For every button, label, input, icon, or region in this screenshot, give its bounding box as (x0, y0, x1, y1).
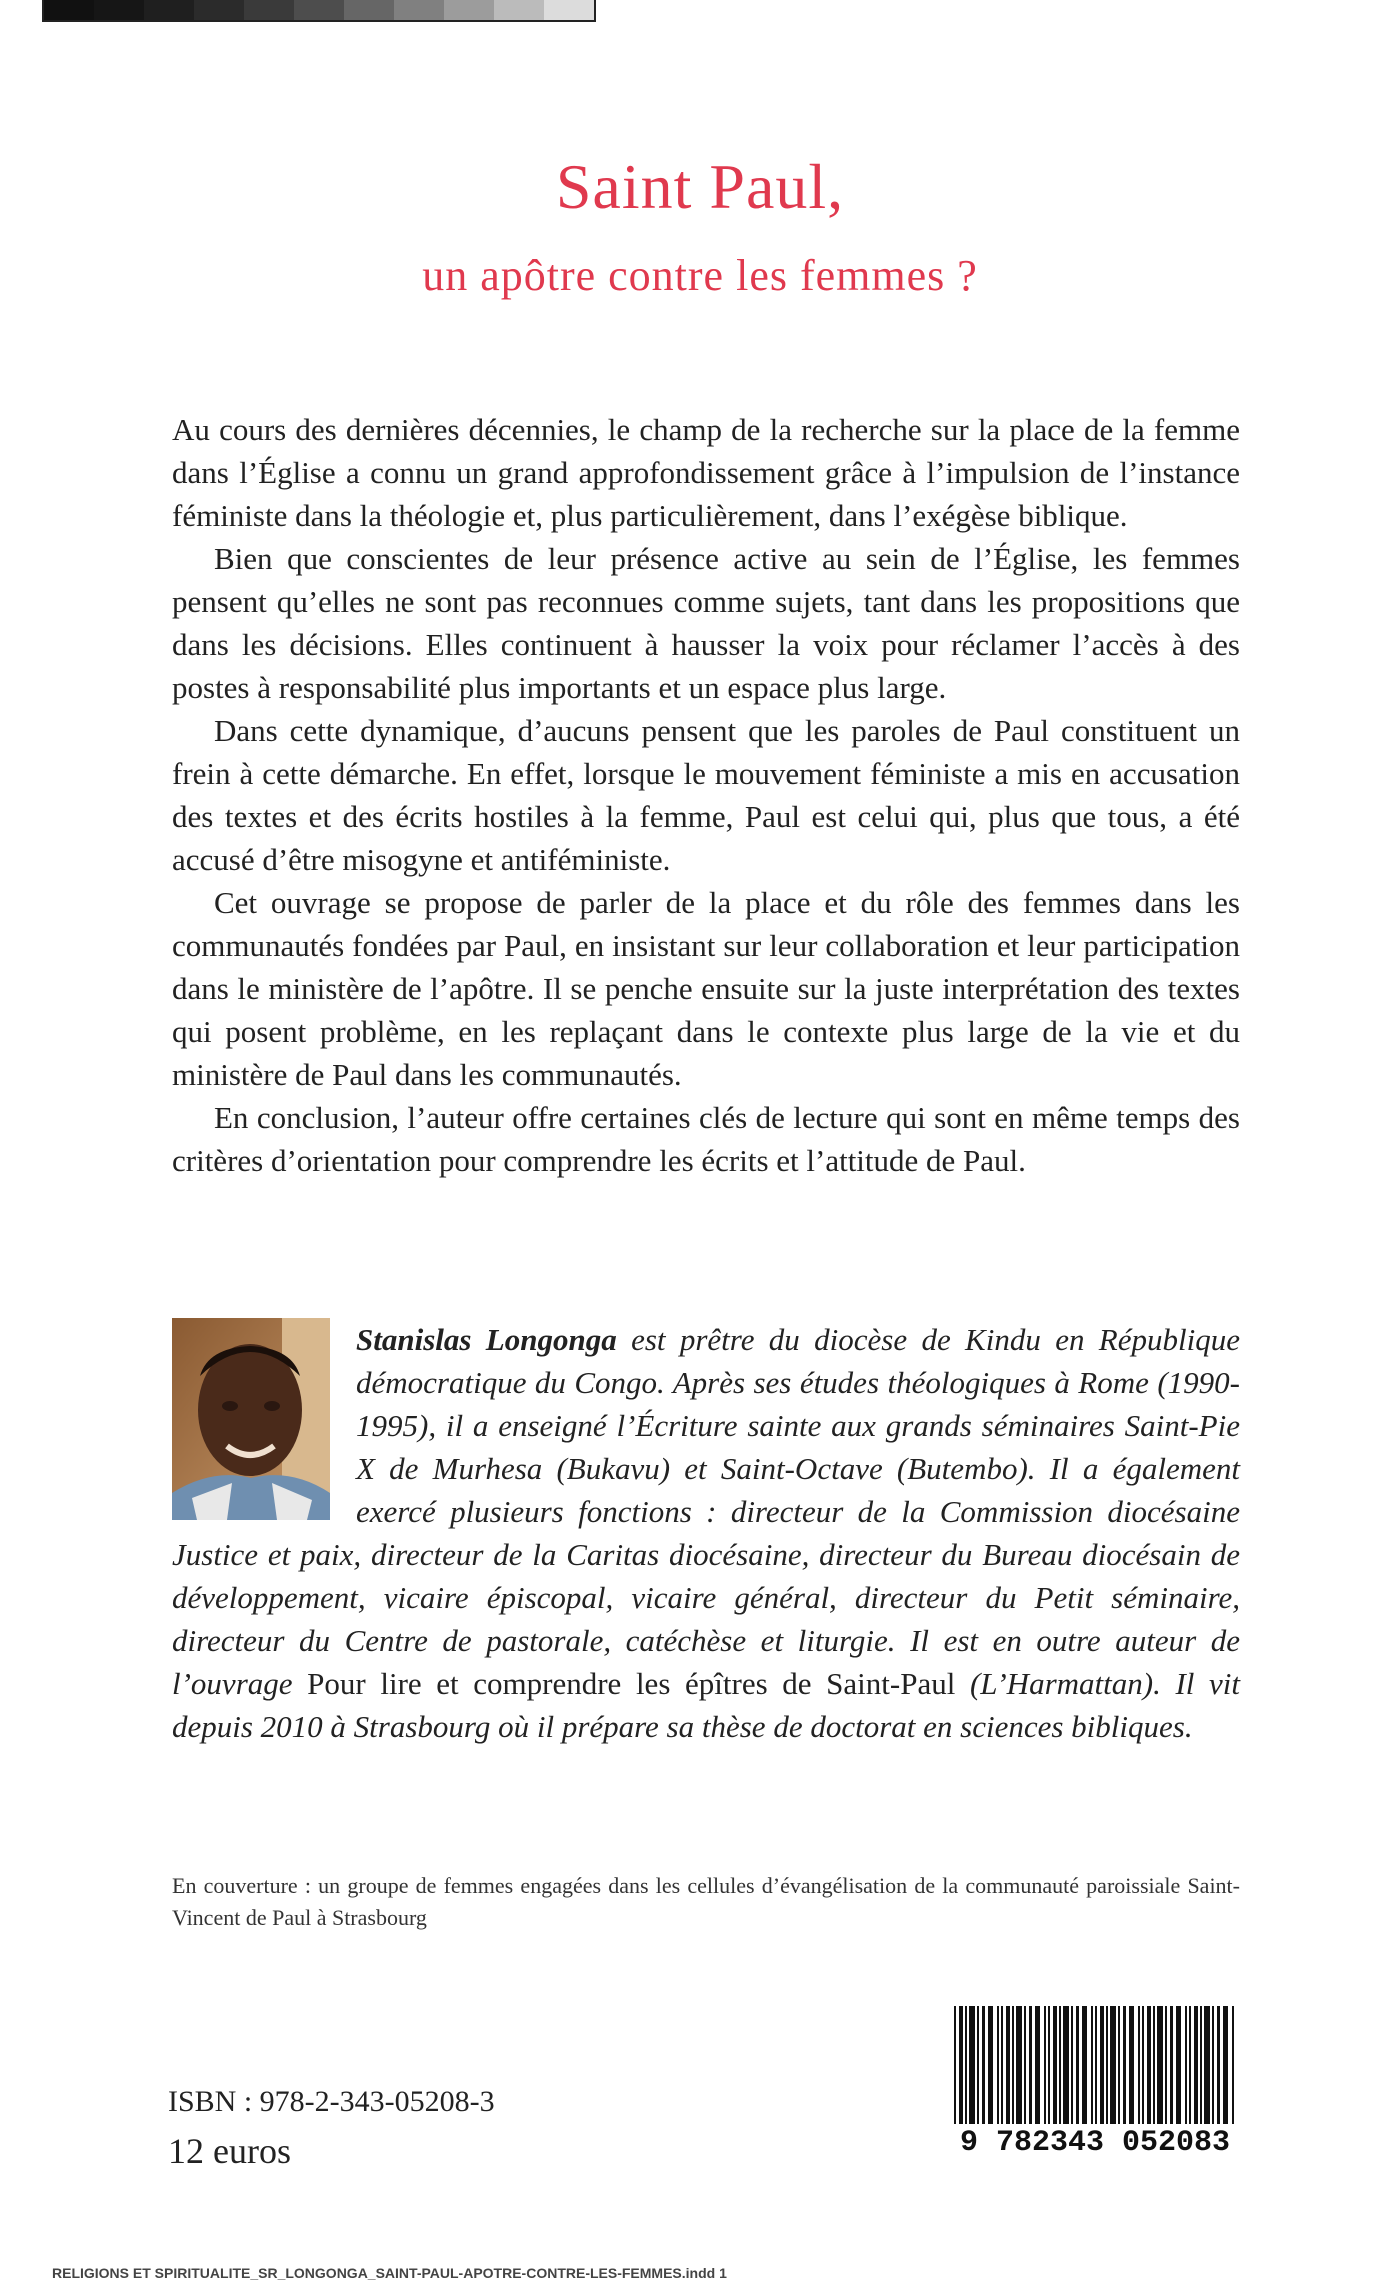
summary-paragraph: Bien que conscientes de leur présence active au sein de l’Église, les femmes pensent qu’elles ne sont pas reconnues comme sujets, tant dans les propositions que dans les décisions. Elles continuent à hausser la voix pour réclamer l’accès à des postes à responsabilité plus importants et un espace plus large. (172, 541, 1240, 705)
color-swatch (444, 0, 494, 20)
color-swatch (394, 0, 444, 20)
color-swatch (194, 0, 244, 20)
author-name: Stanislas Longonga (356, 1322, 617, 1357)
barcode (950, 2006, 1240, 2156)
author-bio-text: est prêtre du diocèse de Kindu en République démocratique du Congo. Après ses études théologiques à Rome (1990-1995), il a enseigné l’Écriture sainte aux grands séminaires Saint-Pie X de Murhesa (Bukavu) et Saint-Octave (Butembo). Il a également exercé plusieurs fonctions : directeur de la Commission diocésaine Justice et paix, directeur de la Caritas diocésaine, directeur du Bureau diocésain de développement, vicaire épiscopal, vicaire général, directeur du Petit séminaire, directeur du Centre de pastorale, catéchèse et liturgie. Il est en outre auteur de l’ouvrage (172, 1322, 1240, 1701)
summary-paragraph: Au cours des dernières décennies, le champ de la recherche sur la place de la femme dans l’Église a connu un grand approfondissement grâce à l’impulsion de l’instance féministe dans la théologie et, plus particulièrement, dans l’exégèse biblique. (172, 412, 1240, 533)
other-book-title: Pour lire et comprendre les épîtres de Saint-Paul (307, 1666, 956, 1701)
book-subtitle: un apôtre contre les femmes ? (422, 251, 978, 300)
back-cover-summary (172, 408, 1240, 1182)
print-file-footer: RELIGIONS ET SPIRITUALITE_SR_LONGONGA_SAINT-PAUL-APOTRE-CONTRE-LES-FEMMES.indd 1 (52, 2265, 727, 2281)
author-bio (172, 1318, 1240, 1748)
color-swatch (44, 0, 94, 20)
summary-paragraph: En conclusion, l’auteur offre certaines clés de lecture qui sont en même temps des critères d’orientation pour comprendre les écrits et l’attitude de Paul. (172, 1100, 1240, 1178)
book-title: Saint Paul, (555, 151, 845, 222)
summary-paragraph: Dans cette dynamique, d’aucuns pensent que les paroles de Paul constituent un frein à cette démarche. En effet, lorsque le mouvement féministe a mis en accusation des textes et des écrits hostiles à la femme, Paul est celui qui, plus que tous, a été accusé d’être misogyne et antiféministe. (172, 713, 1240, 877)
price: 12 euros (168, 2131, 291, 2171)
color-swatch (494, 0, 544, 20)
color-swatch (294, 0, 344, 20)
isbn: ISBN : 978-2-343-05208-3 (168, 2085, 495, 2118)
barcode-digits: 9 782343 052083 (959, 2126, 1231, 2156)
color-swatch (344, 0, 394, 20)
color-swatch (544, 0, 594, 20)
color-swatch (94, 0, 144, 20)
print-color-bar (42, 0, 596, 22)
color-swatch (144, 0, 194, 20)
color-swatch (244, 0, 294, 20)
author-bio-text-end: (L’Harmattan). Il vit depuis 2010 à Strasbourg où il prépare sa thèse de doctorat en sciences bibliques. (172, 1666, 1240, 1744)
cover-photo-credit: En couverture : un groupe de femmes engagées dans les cellules d’évangélisation de la communauté paroissiale Saint-Vincent de Paul à Strasbourg (172, 1873, 1240, 1930)
summary-paragraph: Cet ouvrage se propose de parler de la place et du rôle des femmes dans les communautés fondées par Paul, en insistant sur leur collaboration et leur participation dans le ministère de l’apôtre. Il se penche ensuite sur la juste interprétation des textes qui posent problème, en les replaçant dans le contexte plus large de la vie et du ministère de Paul dans les communautés. (172, 885, 1240, 1092)
author-photo (172, 1318, 330, 1520)
